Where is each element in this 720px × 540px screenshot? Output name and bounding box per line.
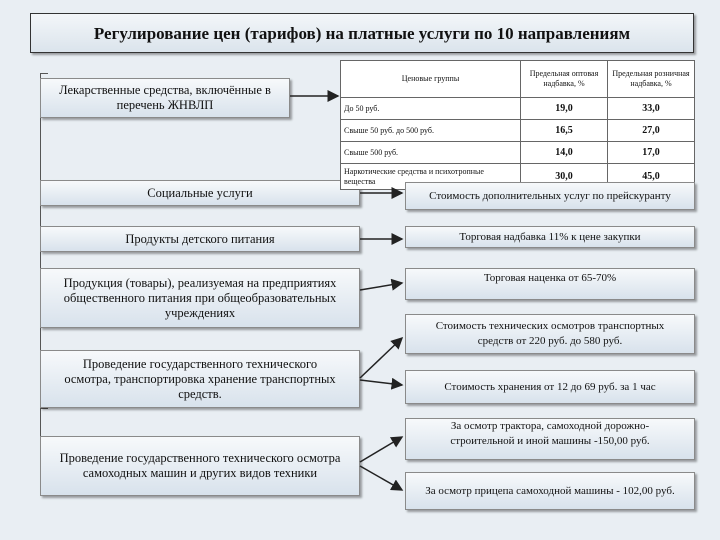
table-cell: 16,5	[521, 120, 608, 142]
result-storage-cost: Стоимость хранения от 12 до 69 руб. за 1 час	[405, 370, 695, 404]
table-cell: Свыше 500 руб.	[341, 142, 521, 164]
result-catering: Торговая наценка от 65-70%	[405, 268, 695, 300]
result-social: Стоимость дополнительных услуг по прейскуранту	[405, 182, 695, 210]
table-cell: 45,0	[608, 164, 695, 190]
table-cell: До 50 руб.	[341, 98, 521, 120]
category-catering: Продукция (товары), реализуемая на предприятиях общественного питания при общеобразовательных учреждениях	[40, 268, 360, 328]
category-tech-inspection: Проведение государственного технического осмотра, транспортировка хранение транспортных средств.	[40, 350, 360, 408]
table-header: Предельная розничная надбавка, %	[608, 61, 695, 98]
table-cell: 14,0	[521, 142, 608, 164]
table-cell: 27,0	[608, 120, 695, 142]
category-self-propelled: Проведение государственного технического осмотра самоходных машин и других видов техники	[40, 436, 360, 496]
arrow-catering	[360, 283, 402, 290]
table-header: Ценовые группы	[341, 61, 521, 98]
category-baby-food: Продукты детского питания	[40, 226, 360, 252]
table-header: Предельная оптовая надбавка, %	[521, 61, 608, 98]
result-baby-food: Торговая надбавка 11% к цене закупки	[405, 226, 695, 248]
category-drugs: Лекарственные средства, включённые в перечень ЖНВЛП	[40, 78, 290, 118]
table-cell: 17,0	[608, 142, 695, 164]
table-cell: 19,0	[521, 98, 608, 120]
arrow-tractor-cost	[360, 437, 402, 462]
table-cell: 33,0	[608, 98, 695, 120]
table-cell: Наркотические средства и психотропные вещества	[341, 164, 521, 190]
arrow-inspection-cost	[360, 338, 402, 378]
table-cell: 30,0	[521, 164, 608, 190]
table-cell: Свыше 50 руб. до 500 руб.	[341, 120, 521, 142]
result-trailer-cost: За осмотр прицепа самоходной машины - 102,00 руб.	[405, 472, 695, 510]
result-tractor-cost: За осмотр трактора, самоходной дорожно-строительной и иной машины -150,00 руб.	[405, 418, 695, 460]
category-social: Социальные услуги	[40, 180, 360, 206]
result-inspection-cost: Стоимость технических осмотров транспортных средств от 220 руб. до 580 руб.	[405, 314, 695, 354]
arrow-storage-cost	[360, 380, 402, 385]
arrow-trailer-cost	[360, 466, 402, 490]
page-title: Регулирование цен (тарифов) на платные услуги по 10 направлениям	[30, 13, 694, 53]
